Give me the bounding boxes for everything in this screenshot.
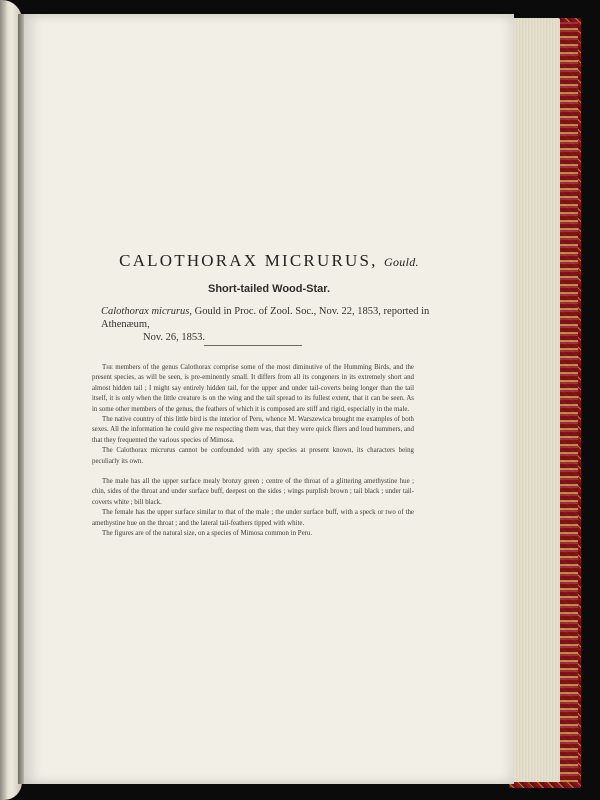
species-title <box>24 251 514 271</box>
citation <box>101 305 441 344</box>
citation-line-1 <box>101 305 441 331</box>
common-name: Short-tailed Wood-Star. <box>207 283 331 295</box>
paragraph-gap <box>92 467 414 477</box>
paragraph <box>92 363 414 415</box>
citation-line-2: Nov. 26, 1853. <box>143 332 206 343</box>
page-edges <box>510 18 560 782</box>
paragraph: The Calothorax micrurus cannot be confounded with any species at present known, its characters being peculiarly its own. <box>92 447 414 465</box>
species-name: CALOTHORAX MICRURUS, <box>119 251 378 270</box>
book-page <box>24 14 514 784</box>
species-author: Gould. <box>384 255 419 269</box>
citation-species: Calothorax micrurus, <box>101 306 193 317</box>
section-divider <box>204 345 302 346</box>
paragraph-lead: The <box>102 364 113 371</box>
gilt-border-decoration <box>560 22 578 782</box>
paragraph-text: members of the genus Calothorax comprise some of the most diminutive of the Humming Birds, and the present species, as will be seen, is pre-eminently small. It differs from all its congeners in its extremely short and almost hidden tail ; I might say entirely hidden tail, for the upper and under tail-coverts being longer than the tail itself, it is only when the little creature is on the wing and the tail spread to its fullest extent, that it can be seen. As in some other members of the genus, the feathers of which it is composed are stiff and rigid, especially in the male. <box>92 364 414 413</box>
paragraph: The native country of this little bird is the interior of Peru, whence M. Warszewica brought me examples of both sexes. All the information he could give me respecting them was, that they were quick fliers and loud hummers, and that they frequented the various species of Mimosa. <box>92 416 414 444</box>
citation-source: Gould in Proc. of Zool. Soc., Nov. 22, 1853, reported in Athenæum, <box>101 306 430 330</box>
body-text <box>92 363 414 540</box>
description-paragraph: The female has the upper surface similar to that of the male ; the under surface buff, with a speck or two of the amethystine hue on the throat ; and the lateral tail-feathers tipped with white. <box>92 509 414 527</box>
page-content <box>24 14 514 784</box>
facing-page-shadow <box>0 0 8 800</box>
description-paragraph: The male has all the upper surface mealy bronzy green ; centre of the throat of a glittering amethystine hue ; chin, sides of the throat and under surface buff, deepest on the sides ; wings purplish brown ; tail black ; under tail-coverts white ; bill black. <box>92 478 414 506</box>
description-paragraph: The figures are of the natural size, on a species of Mimosa common in Peru. <box>102 530 313 538</box>
